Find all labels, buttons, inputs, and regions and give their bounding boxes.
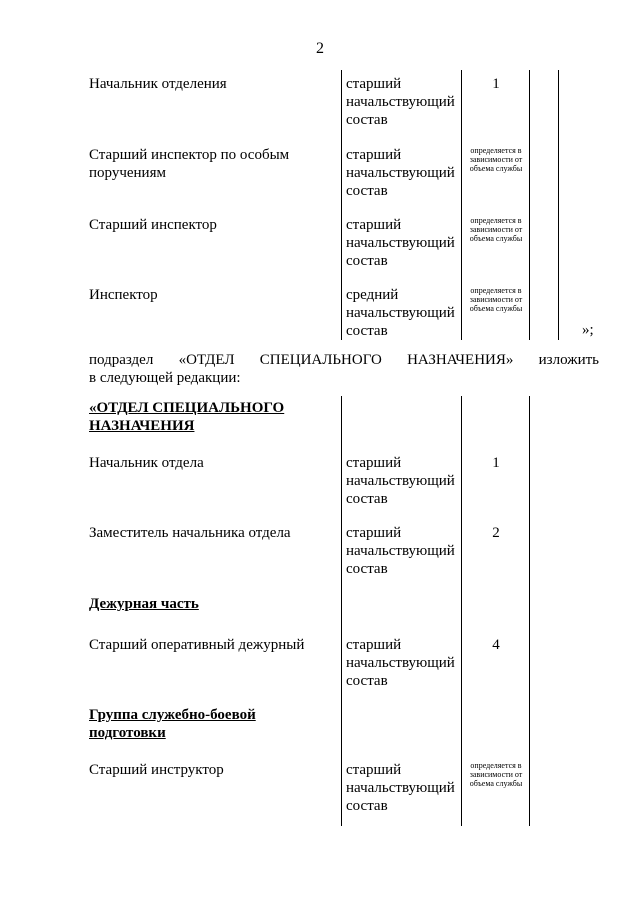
staff-category: старший начальствующий состав (346, 147, 455, 199)
quantity-note: определяется в зависимости от объема службы (469, 286, 523, 313)
position-name: Старший оперативный дежурный (89, 637, 305, 653)
column-divider (558, 70, 559, 340)
staff-category: старший начальствующий состав (346, 525, 455, 577)
column-divider (461, 396, 462, 826)
column-divider (529, 70, 530, 340)
paragraph-line: в следующей редакции: (89, 370, 241, 386)
quantity-note: определяется в зависимости от объема службы (469, 761, 523, 788)
closing-mark: »; (582, 322, 594, 338)
staff-category: старший начальствующий состав (346, 637, 455, 689)
quantity-note: определяется в зависимости от объема службы (469, 146, 523, 173)
quantity-note: определяется в зависимости от объема службы (469, 216, 523, 243)
position-name: Старший инспектор (89, 217, 217, 233)
position-name: Начальник отдела (89, 455, 204, 471)
position-quantity: 1 (492, 76, 500, 92)
column-divider (461, 70, 462, 340)
position-quantity: 2 (492, 525, 500, 541)
staff-category: старший начальствующий состав (346, 762, 455, 814)
position-name: Старший инструктор (89, 762, 224, 778)
subsection-title: Дежурная часть (89, 596, 199, 612)
staff-category: средний начальствующий состав (346, 287, 455, 339)
column-divider (341, 396, 342, 826)
position-name: Старший инспектор по особым поручениям (89, 147, 290, 181)
amendment-paragraph (89, 351, 599, 387)
position-quantity: 4 (492, 637, 500, 653)
page-number: 2 (316, 40, 324, 57)
section-title: «ОТДЕЛ СПЕЦИАЛЬНОГО НАЗНАЧЕНИЯ (89, 400, 285, 434)
position-name: Заместитель начальника отдела (89, 525, 291, 541)
paragraph-line: подраздел «ОТДЕЛ СПЕЦИАЛЬНОГО НАЗНАЧЕНИЯ» изложить (89, 352, 599, 368)
subsection-title: Группа служебно-боевой подготовки (89, 707, 256, 741)
position-quantity: 1 (492, 455, 500, 471)
column-divider (341, 70, 342, 340)
column-divider (529, 396, 530, 826)
position-name: Начальник отделения (89, 76, 227, 92)
staff-category: старший начальствующий состав (346, 217, 455, 269)
staff-category: старший начальствующий состав (346, 455, 455, 507)
position-name: Инспектор (89, 287, 158, 303)
staff-category: старший начальствующий состав (346, 76, 455, 128)
